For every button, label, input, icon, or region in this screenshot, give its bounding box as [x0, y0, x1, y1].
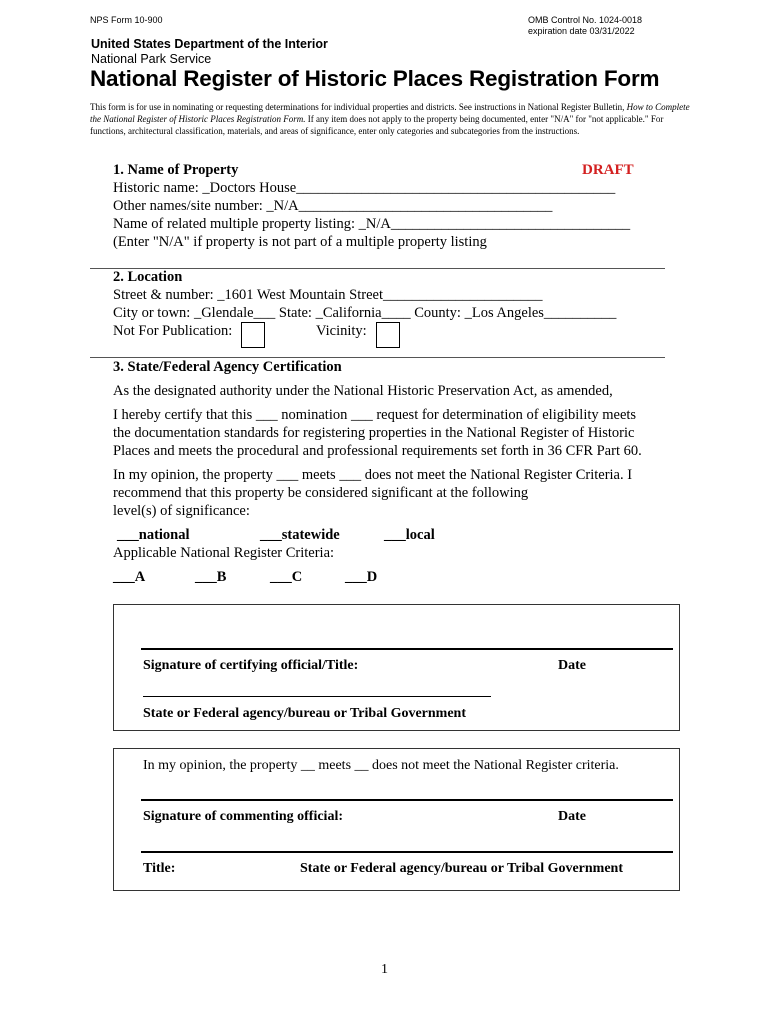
level-statewide-option[interactable]: ___statewide — [260, 527, 340, 543]
not-for-publication-label: Not For Publication: — [113, 323, 233, 339]
intro-bulletin-title: How to Complete the National Register of Historic Places Registration Form. — [90, 102, 690, 124]
form-number: NPS Form 10-900 — [90, 15, 163, 25]
commenting-title-line[interactable] — [141, 851, 673, 853]
listing-note: (Enter "N/A" if property is not part of a multiple property listing — [113, 234, 487, 250]
opinion-line-1: In my opinion, the property ___ meets ___ does not meet the National Register Criteria. I — [113, 467, 633, 483]
section-3-heading: 3. State/Federal Agency Certification — [113, 359, 342, 375]
section-2-heading: 2. Location — [113, 269, 183, 285]
certifying-agency-label: State or Federal agency/bureau or Tribal Government — [143, 706, 467, 721]
other-names-field[interactable]: Other names/site number: _N/A___________________________________ — [113, 198, 553, 214]
intro-paragraph — [90, 101, 690, 137]
criteria-a-option[interactable]: ___A — [113, 569, 146, 585]
draft-stamp: DRAFT — [582, 162, 634, 178]
certifying-agency-line[interactable] — [143, 696, 491, 697]
service-name: National Park Service — [91, 52, 212, 66]
certifying-signature-line[interactable] — [141, 648, 673, 650]
commenting-signature-label: Signature of commenting official: — [143, 809, 343, 824]
level-national-option[interactable]: ___national — [117, 527, 190, 543]
page-number: 1 — [381, 962, 388, 977]
level-local-option[interactable]: ___local — [384, 527, 435, 543]
expiration-date: expiration date 03/31/2022 — [528, 26, 635, 36]
certifying-signature-label: Signature of certifying official/Title: — [143, 658, 359, 673]
city-state-county-field[interactable]: City or town: _Glendale___ State: _California____ County: _Los Angeles__________ — [113, 305, 617, 321]
commenting-opinion-statement: In my opinion, the property __ meets __ does not meet the National Register criteria. — [143, 758, 619, 773]
authority-statement: As the designated authority under the National Historic Preservation Act, as amended, — [113, 383, 613, 399]
commenting-signature-line[interactable] — [141, 799, 673, 801]
intro-text-1: This form is for use in nominating or requesting determinations for individual properties and districts. See instructions in National Register Bulletin, — [90, 102, 627, 112]
omb-control-number: OMB Control No. 1024-0018 — [528, 15, 643, 25]
certification-line-3: Places and meets the procedural and professional requirements set forth in 36 CFR Part 60. — [113, 443, 642, 459]
criteria-d-option[interactable]: ___D — [345, 569, 378, 585]
certifying-date-label: Date — [558, 658, 586, 673]
section-1-heading: 1. Name of Property — [113, 162, 239, 178]
page-title: National Register of Historic Places Registration Form — [90, 66, 660, 91]
commenting-date-label: Date — [558, 809, 586, 824]
criteria-c-option[interactable]: ___C — [270, 569, 303, 585]
intro-text-2: If any item does not apply to the property being documented, enter "N/A" for "not applicable." For functions, architectural classification, materials, and areas of significance, enter only categories and subcategories from the instructions. — [90, 114, 664, 136]
related-listing-field[interactable]: Name of related multiple property listing: _N/A_________________________________ — [113, 216, 631, 232]
commenting-agency-label: State or Federal agency/bureau or Tribal Government — [300, 861, 624, 876]
certification-line-1: I hereby certify that this ___ nomination ___ request for determination of eligibility meets — [113, 407, 637, 423]
not-for-publication-checkbox[interactable] — [241, 322, 265, 348]
department-name: United States Department of the Interior — [91, 37, 328, 51]
section-divider — [90, 357, 665, 358]
criteria-label: Applicable National Register Criteria: — [113, 545, 335, 561]
vicinity-checkbox[interactable] — [376, 322, 400, 348]
street-number-field[interactable]: Street & number: _1601 West Mountain Street______________________ — [113, 287, 543, 303]
vicinity-label: Vicinity: — [316, 323, 367, 339]
commenting-title-label: Title: — [143, 861, 176, 876]
omb-control-info — [528, 15, 642, 37]
opinion-line-2: recommend that this property be considered significant at the following — [113, 485, 529, 501]
historic-name-field[interactable]: Historic name: _Doctors House____________________________________________ — [113, 180, 616, 196]
certification-line-2: the documentation standards for registering properties in the National Register of Historic — [113, 425, 635, 441]
opinion-line-3: level(s) of significance: — [113, 503, 250, 519]
criteria-b-option[interactable]: ___B — [195, 569, 227, 585]
